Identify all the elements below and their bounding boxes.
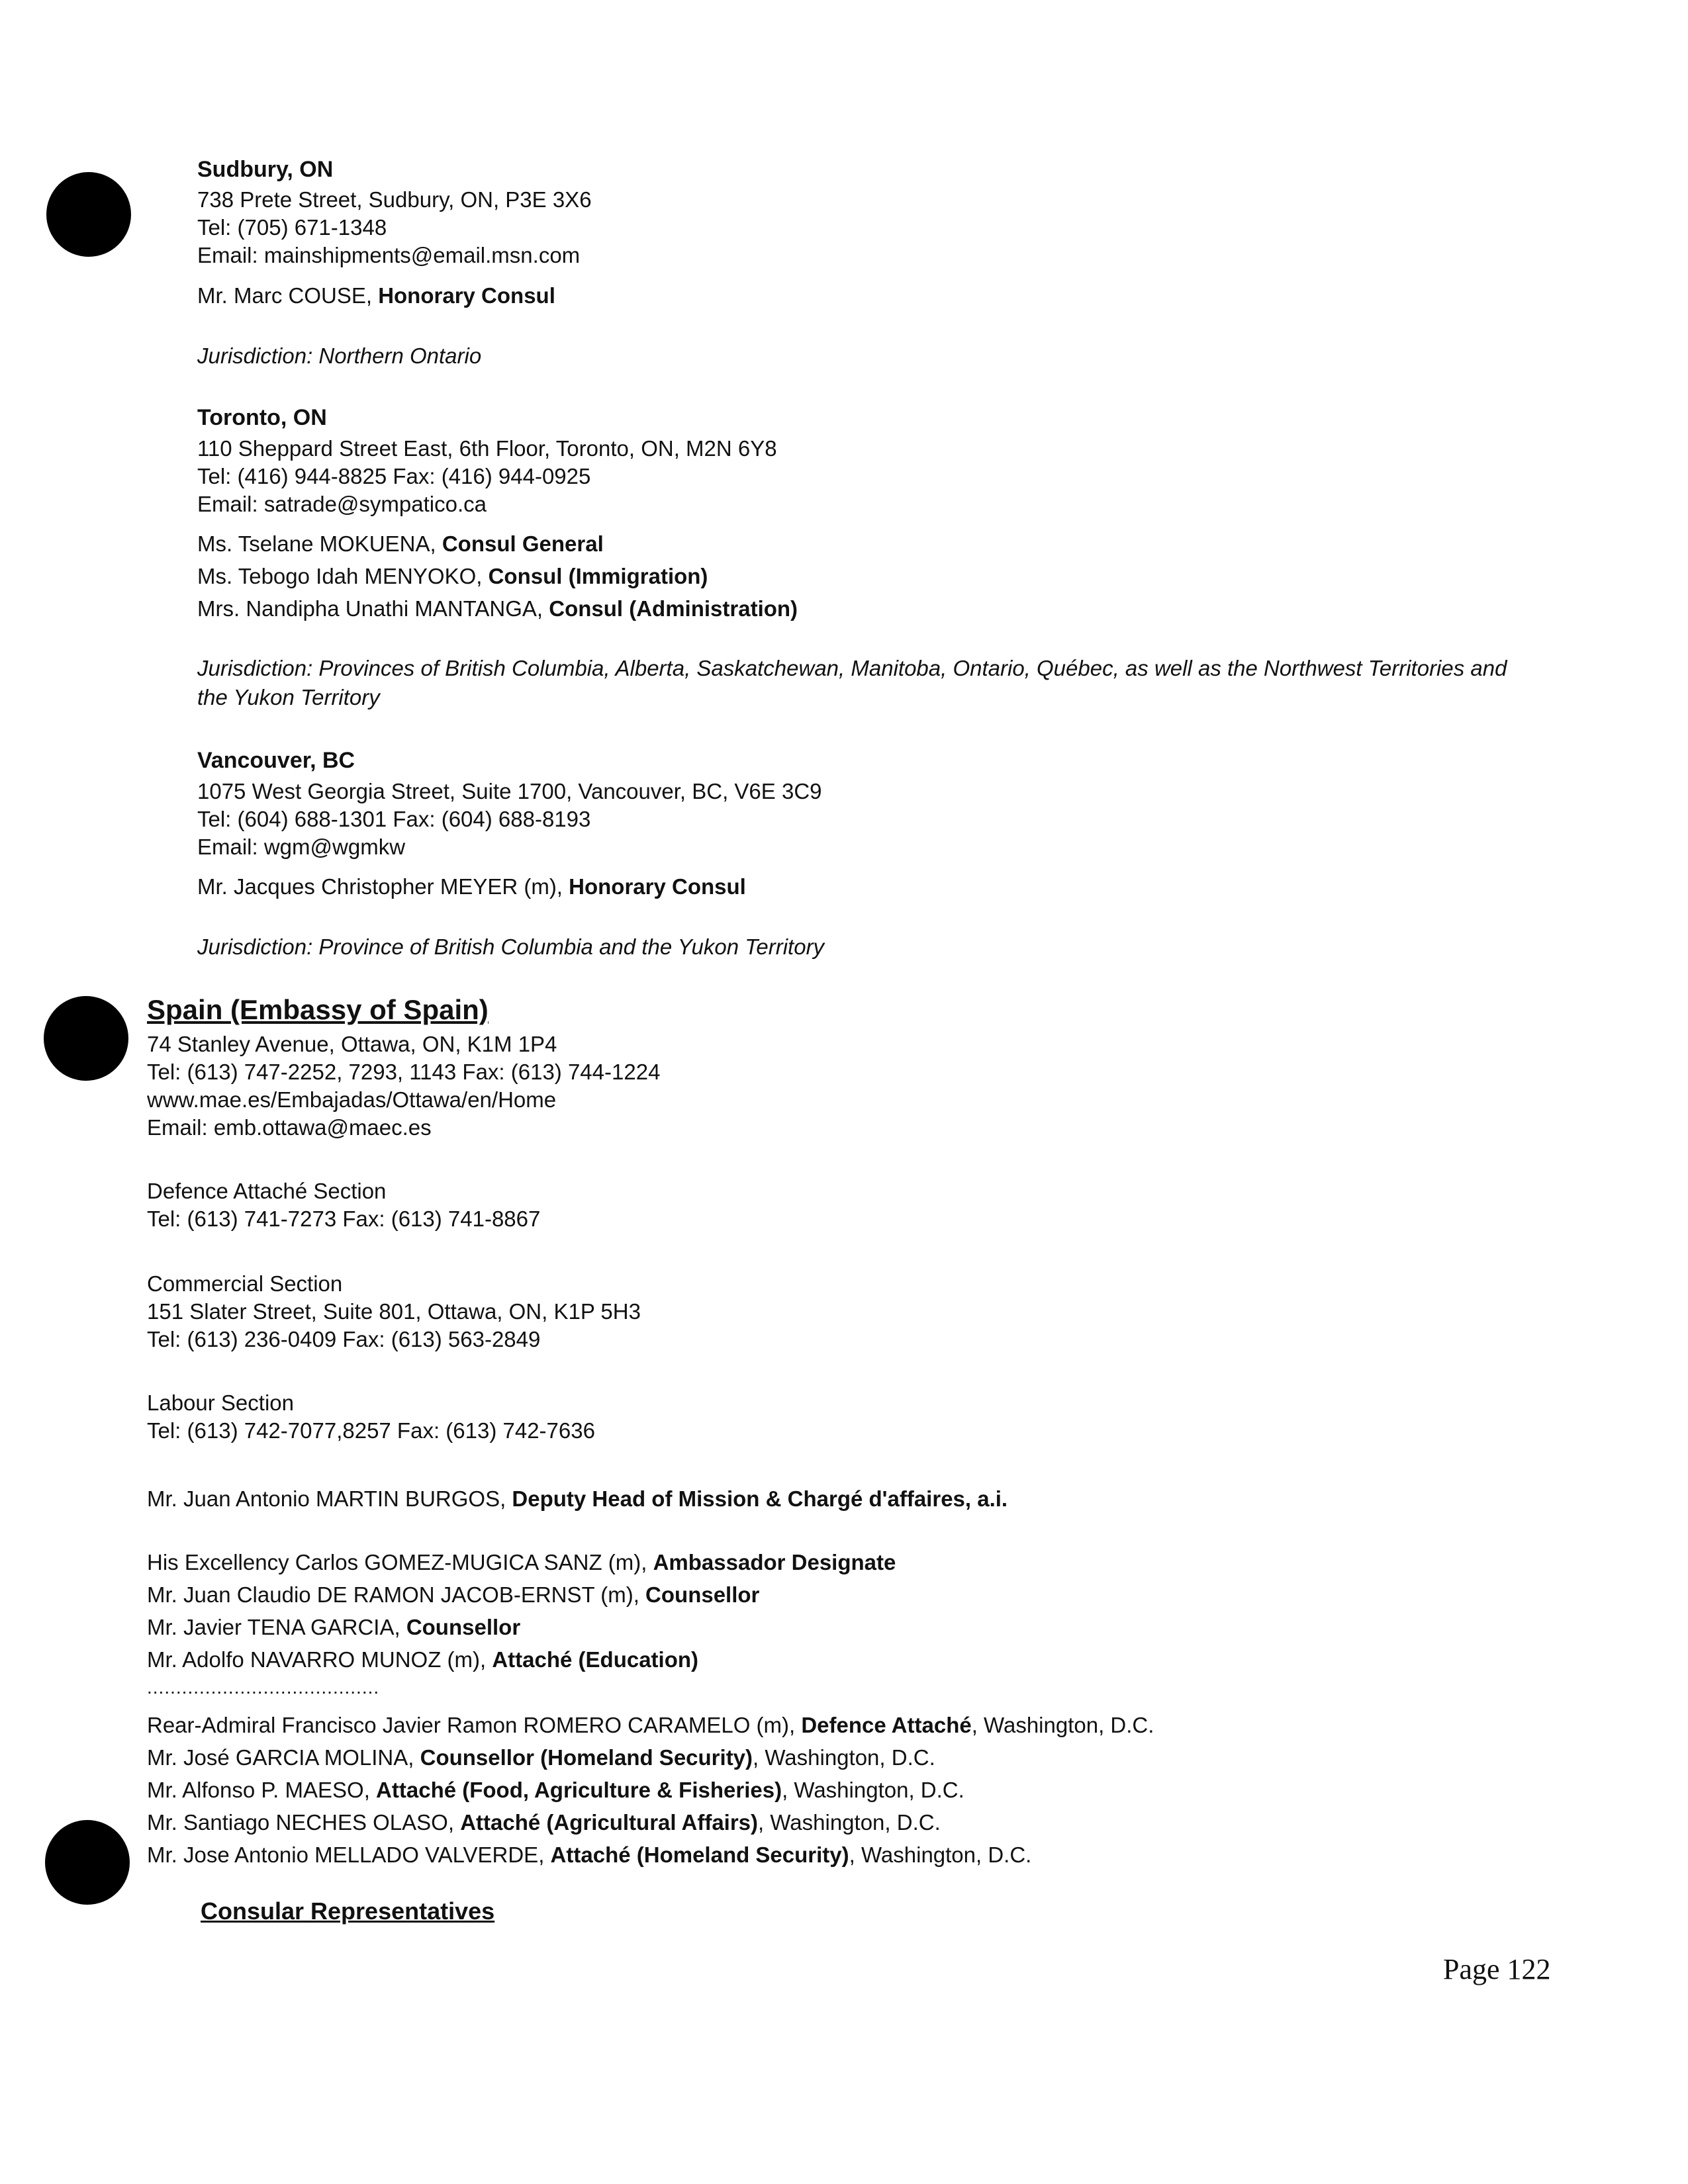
spain-official — [147, 1582, 759, 1608]
official-name: Mr. Marc COUSE, — [197, 283, 379, 308]
official-name: Mr. Adolfo NAVARRO MUNOZ (m), — [147, 1647, 492, 1672]
vancouver-tel: Tel: (604) 688-1301 Fax: (604) 688-8193 — [197, 807, 591, 831]
commercial-section-tel: Tel: (613) 236-0409 Fax: (613) 563-2849 — [147, 1327, 541, 1351]
official-title: Attaché (Food, Agriculture & Fisheries) — [376, 1778, 782, 1802]
sudbury-address: 738 Prete Street, Sudbury, ON, P3E 3X6 — [197, 187, 592, 212]
labour-section-tel: Tel: (613) 742-7077,8257 Fax: (613) 742-7636 — [147, 1418, 595, 1443]
deputy-head — [147, 1486, 1008, 1512]
toronto-heading: Toronto, ON — [197, 405, 327, 430]
official-name: Mr. Juan Antonio MARTIN BURGOS, — [147, 1486, 512, 1511]
commercial-section-address: 151 Slater Street, Suite 801, Ottawa, ON, K1P 5H3 — [147, 1299, 641, 1324]
spain-official — [147, 1647, 698, 1673]
toronto-official — [197, 531, 604, 557]
official-title: Honorary Consul — [569, 874, 746, 899]
sudbury-email: Email: mainshipments@email.msn.com — [197, 243, 581, 267]
washington-official — [147, 1842, 1031, 1868]
official-name: Mr. Jose Antonio MELLADO VALVERDE, — [147, 1843, 551, 1867]
official-name: His Excellency Carlos GOMEZ-MUGICA SANZ (m), — [147, 1550, 653, 1574]
vancouver-email: Email: wgm@wgmkw — [197, 835, 406, 859]
official-name: Mr. Alfonso P. MAESO, — [147, 1778, 377, 1802]
labour-section-label: Labour Section — [147, 1390, 294, 1415]
official-name: Mr. José GARCIA MOLINA, — [147, 1745, 420, 1770]
official-name: Rear-Admiral Francisco Javier Ramon ROMERO CARAMELO (m), — [147, 1713, 802, 1737]
separator-dots: ........................................ — [147, 1677, 380, 1698]
bullet-dot-bottom — [45, 1820, 130, 1905]
official-title: Defence Attaché — [801, 1713, 972, 1737]
official-title: Counsellor — [406, 1615, 521, 1639]
official-title: Counsellor — [645, 1582, 760, 1607]
sudbury-jurisdiction: Jurisdiction: Northern Ontario — [197, 343, 482, 368]
consular-representatives-heading: Consular Representatives — [201, 1897, 495, 1925]
toronto-email: Email: satrade@sympatico.ca — [197, 492, 487, 516]
defence-section-label: Defence Attaché Section — [147, 1179, 387, 1203]
official-name: Ms. Tebogo Idah MENYOKO, — [197, 564, 489, 588]
sudbury-tel: Tel: (705) 671-1348 — [197, 215, 387, 240]
official-name: Mrs. Nandipha Unathi MANTANGA, — [197, 596, 549, 621]
official-location: , Washington, D.C. — [782, 1778, 964, 1802]
vancouver-address: 1075 West Georgia Street, Suite 1700, Vancouver, BC, V6E 3C9 — [197, 779, 822, 803]
sudbury-official — [197, 283, 555, 309]
official-name: Mr. Santiago NECHES OLASO, — [147, 1810, 461, 1835]
washington-official — [147, 1809, 941, 1836]
official-title: Ambassador Designate — [653, 1550, 896, 1574]
spain-official — [147, 1549, 896, 1576]
washington-official — [147, 1745, 935, 1771]
official-title: Honorary Consul — [378, 283, 555, 308]
toronto-official — [197, 596, 798, 622]
official-title: Counsellor (Homeland Security) — [420, 1745, 753, 1770]
official-title: Attaché (Agricultural Affairs) — [460, 1810, 759, 1835]
official-location: , Washington, D.C. — [758, 1810, 941, 1835]
spain-heading: Spain (Embassy of Spain) — [147, 994, 489, 1025]
vancouver-official — [197, 874, 746, 900]
spain-email: Email: emb.ottawa@maec.es — [147, 1115, 432, 1140]
page-number: Page 122 — [1443, 1953, 1551, 1985]
official-title: Attaché (Education) — [492, 1647, 699, 1672]
spain-tel: Tel: (613) 747-2252, 7293, 1143 Fax: (613) 744-1224 — [147, 1060, 661, 1084]
official-title: Consul (Administration) — [549, 596, 798, 621]
spain-address: 74 Stanley Avenue, Ottawa, ON, K1M 1P4 — [147, 1032, 557, 1056]
official-location: , Washington, D.C. — [971, 1713, 1154, 1737]
official-location: , Washington, D.C. — [849, 1843, 1032, 1867]
toronto-jurisdiction: Jurisdiction: Provinces of British Columbia, Alberta, Saskatchewan, Manitoba, Ontario, Québec, as well as the Northwest Territories and the Yukon Territory — [197, 656, 1507, 709]
toronto-tel: Tel: (416) 944-8825 Fax: (416) 944-0925 — [197, 464, 591, 488]
official-title: Consul General — [442, 531, 604, 556]
official-name: Mr. Javier TENA GARCIA, — [147, 1615, 406, 1639]
official-name: Mr. Jacques Christopher MEYER (m), — [197, 874, 569, 899]
official-title: Consul (Immigration) — [488, 564, 708, 588]
vancouver-heading: Vancouver, BC — [197, 748, 355, 773]
toronto-address: 110 Sheppard Street East, 6th Floor, Toronto, ON, M2N 6Y8 — [197, 436, 777, 461]
sudbury-heading: Sudbury, ON — [197, 157, 334, 182]
official-name: Ms. Tselane MOKUENA, — [197, 531, 442, 556]
official-title: Deputy Head of Mission & Chargé d'affaires, a.i. — [512, 1486, 1008, 1511]
official-location: , Washington, D.C. — [753, 1745, 935, 1770]
commercial-section-label: Commercial Section — [147, 1271, 343, 1296]
vancouver-jurisdiction: Jurisdiction: Province of British Columbia and the Yukon Territory — [197, 934, 825, 959]
defence-section-tel: Tel: (613) 741-7273 Fax: (613) 741-8867 — [147, 1206, 541, 1231]
toronto-official — [197, 563, 708, 590]
official-title: Attaché (Homeland Security) — [550, 1843, 849, 1867]
spain-official — [147, 1614, 520, 1641]
spain-web: www.mae.es/Embajadas/Ottawa/en/Home — [147, 1087, 557, 1112]
bullet-dot-spain — [44, 996, 128, 1081]
washington-official — [147, 1712, 1154, 1739]
official-name: Mr. Juan Claudio DE RAMON JACOB-ERNST (m), — [147, 1582, 646, 1607]
washington-official — [147, 1777, 964, 1803]
bullet-dot-top — [46, 172, 131, 257]
